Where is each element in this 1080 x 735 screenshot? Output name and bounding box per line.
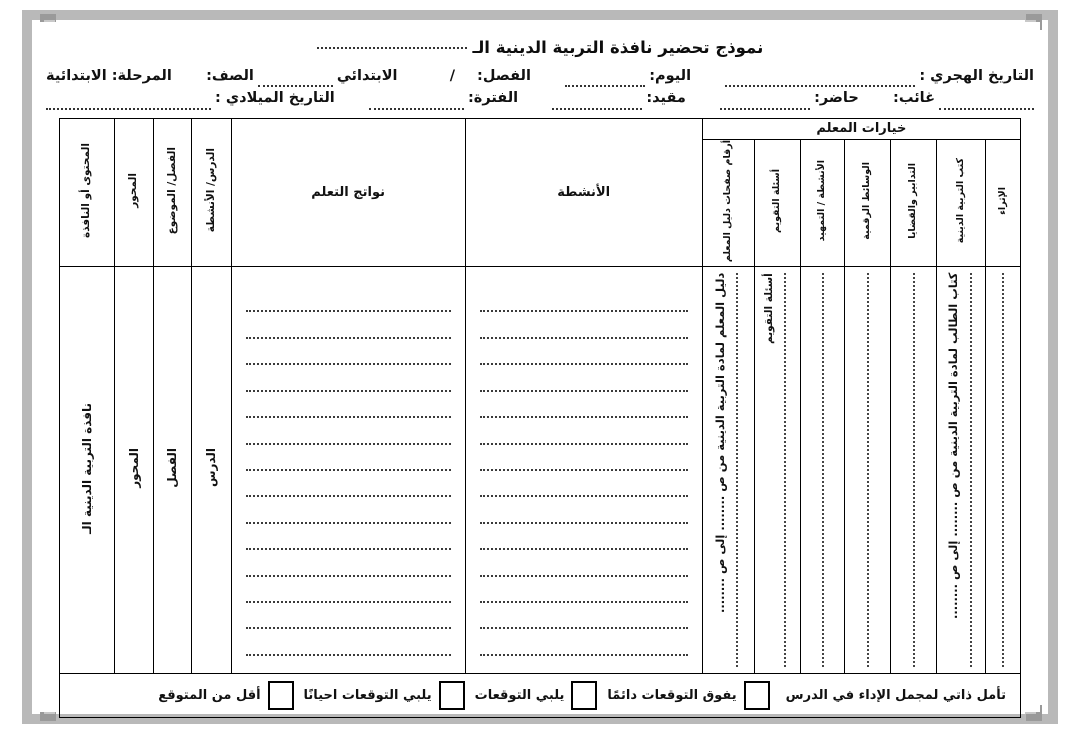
meta-row-1 — [46, 65, 1034, 87]
field-enrolled[interactable] — [552, 87, 686, 109]
title-fill-line — [317, 47, 467, 49]
writing-line[interactable] — [480, 339, 688, 365]
cell-learning-outcomes[interactable] — [231, 267, 465, 674]
table-body-row — [60, 267, 1021, 674]
absent-label: غائب: — [893, 90, 935, 107]
column-header-learning-outcomes: نواتج التعلم — [231, 118, 465, 266]
table-group-header-row — [60, 118, 1021, 139]
writing-line[interactable] — [246, 629, 451, 655]
cell-measures-issues[interactable] — [891, 267, 937, 674]
field-hijri-date[interactable] — [725, 65, 1034, 87]
column-header-assessment-questions — [754, 139, 800, 266]
lesson-plan-table — [59, 118, 1021, 674]
field-stage — [46, 65, 172, 87]
field-period[interactable] — [369, 87, 518, 109]
reflection-option-meets[interactable] — [475, 681, 598, 710]
teacher-options-group-header: خيارات المعلم — [702, 118, 1020, 139]
grade-label: الصف: — [206, 68, 254, 84]
gregorian-date-label: التاريخ الميلادي : — [215, 90, 335, 107]
cell-axis[interactable] — [115, 267, 153, 674]
form-meta — [40, 65, 1040, 110]
writing-line[interactable] — [246, 577, 451, 603]
reflection-option-meets-sometimes-label: يلبي التوقعات احيانًا — [303, 688, 432, 703]
writing-line[interactable] — [246, 418, 451, 444]
reflection-option-below[interactable] — [158, 681, 293, 710]
cell-content-window-text: نافذة التربية الدينية الـ — [80, 402, 95, 534]
column-header-chapter-topic-text: الفصل/ الموضوع — [165, 146, 178, 235]
column-header-teacher-guide-pages-text: أرقام صفحات دليل المعلم — [722, 139, 734, 262]
column-header-activities-intro — [800, 139, 845, 266]
column-header-lesson-activities-text: الدرس/ الأنشطة — [204, 148, 217, 233]
writing-line[interactable] — [480, 497, 688, 523]
day-input[interactable] — [565, 73, 645, 87]
cell-chapter-topic-text: الفصل — [165, 448, 180, 488]
field-present[interactable] — [720, 87, 859, 109]
writing-line[interactable] — [246, 524, 451, 550]
grade-suffix: الابتدائي — [336, 68, 398, 84]
column-header-content-window-text: المحتوى أو النافذة — [80, 142, 93, 238]
writing-line[interactable] — [246, 550, 451, 576]
enrolled-label: مقيد: — [646, 90, 686, 107]
writing-line[interactable] — [246, 312, 451, 338]
reflection-option-meets-label: يلبي التوقعات — [474, 688, 565, 703]
reflection-option-exceeds-always-label: يفوق التوقعات دائمًا — [607, 688, 737, 703]
learning-outcomes-writing-lines[interactable] — [232, 276, 465, 664]
writing-line[interactable] — [246, 286, 451, 312]
cell-lesson-activities[interactable] — [192, 267, 232, 674]
hijri-date-input[interactable] — [725, 73, 915, 87]
writing-line[interactable] — [480, 629, 688, 655]
column-header-measures-issues-text: التدابير والقضايا — [907, 163, 919, 239]
cell-chapter-topic[interactable] — [153, 267, 191, 674]
stage-label: المرحلة: الابتدائية — [46, 68, 172, 84]
field-day[interactable] — [565, 65, 691, 87]
cell-activities[interactable] — [465, 267, 702, 674]
scan-frame-top — [22, 10, 1058, 20]
writing-line[interactable] — [480, 418, 688, 444]
self-reflection-row — [59, 674, 1021, 718]
column-header-digital-media — [845, 139, 891, 266]
day-label: اليوم: — [649, 68, 692, 84]
cell-religion-books[interactable] — [936, 267, 985, 674]
cell-digital-media[interactable] — [845, 267, 891, 674]
enrolled-input[interactable] — [552, 96, 642, 110]
writing-line[interactable] — [246, 445, 451, 471]
column-header-measures-issues — [891, 139, 937, 266]
field-term[interactable] — [432, 65, 531, 87]
column-header-lesson-activities — [192, 118, 232, 266]
page-title — [40, 38, 1040, 57]
writing-line[interactable] — [246, 392, 451, 418]
field-gregorian-date[interactable] — [46, 87, 335, 109]
column-header-activities-intro-text: الأنشطة / التمهيد — [816, 160, 828, 242]
writing-line[interactable] — [480, 471, 688, 497]
column-header-chapter-topic — [153, 118, 191, 266]
grade-input[interactable] — [258, 73, 333, 87]
field-grade[interactable] — [206, 65, 397, 87]
column-header-activities: الأنشطة — [465, 118, 702, 266]
hijri-date-label: التاريخ الهجري : — [919, 68, 1034, 84]
writing-line[interactable] — [480, 312, 688, 338]
cell-enrichment[interactable] — [985, 267, 1020, 674]
cell-content-window[interactable] — [60, 267, 115, 674]
writing-line[interactable] — [480, 445, 688, 471]
reflection-option-exceeds-always[interactable] — [607, 681, 769, 710]
self-reflection-title: تأمل ذاتي لمجمل الإداء في الدرس — [785, 688, 1006, 703]
gregorian-date-input[interactable] — [46, 96, 211, 110]
column-header-enrichment-text: الإثراء — [996, 187, 1008, 215]
column-header-digital-media-text: الوسائط الرقمية — [861, 162, 873, 240]
page-title-text: نموذج تحضير نافذة التربية الدينية الـ — [472, 38, 764, 57]
scan-frame-left — [22, 10, 32, 724]
cell-lesson-activities-text: الدرس — [204, 448, 219, 488]
writing-line[interactable] — [246, 339, 451, 365]
cell-teacher-guide-pages[interactable] — [702, 267, 754, 674]
checkbox-meets-sometimes[interactable] — [439, 681, 465, 710]
column-header-content-window — [60, 118, 115, 266]
cell-activities-intro[interactable] — [800, 267, 845, 674]
writing-line[interactable] — [246, 471, 451, 497]
column-header-religion-books — [936, 139, 985, 266]
column-header-enrichment — [985, 139, 1020, 266]
cell-religion-books-text: كتاب الطالب لمادة التربية الدينية من ص ........ إلى ص ........ — [946, 273, 961, 620]
column-header-assessment-questions-text: أسئلة التقويم — [770, 169, 782, 233]
writing-line[interactable] — [480, 524, 688, 550]
cell-teacher-guide-pages-text: دليل المعلم لمادة التربية الدينية من ص ........ إلى ص ........ — [712, 273, 727, 614]
present-label: حاضر: — [814, 90, 859, 107]
field-absent[interactable] — [893, 87, 1034, 109]
form-sheet — [40, 22, 1040, 712]
cell-assessment-questions-text: أسئلة التقويم — [762, 273, 775, 344]
scan-frame-right — [1048, 10, 1058, 724]
term-label: الفصل: — [477, 68, 531, 84]
present-input[interactable] — [720, 96, 810, 110]
term-value: / — [449, 68, 456, 84]
period-label: الفترة: — [467, 90, 519, 107]
reflection-option-meets-sometimes[interactable] — [304, 681, 465, 710]
meta-row-2 — [46, 87, 1034, 109]
cell-axis-text: المحور — [126, 448, 141, 488]
checkbox-meets[interactable] — [571, 681, 597, 710]
writing-line[interactable] — [246, 497, 451, 523]
writing-line[interactable] — [480, 603, 688, 629]
writing-line[interactable] — [480, 550, 688, 576]
writing-line[interactable] — [480, 392, 688, 418]
writing-line[interactable] — [480, 577, 688, 603]
checkbox-below[interactable] — [268, 681, 294, 710]
column-header-religion-books-text: كتب التربية الدينية — [954, 158, 966, 244]
column-header-teacher-guide-pages — [702, 139, 754, 266]
writing-line[interactable] — [480, 286, 688, 312]
column-header-axis — [115, 118, 153, 266]
activities-writing-lines[interactable] — [466, 276, 702, 664]
checkbox-exceeds-always[interactable] — [744, 681, 770, 710]
writing-line[interactable] — [480, 365, 688, 391]
column-header-axis-text: المحور — [127, 173, 140, 208]
period-input[interactable] — [369, 96, 464, 110]
writing-line[interactable] — [246, 365, 451, 391]
cell-assessment-questions[interactable] — [754, 267, 800, 674]
reflection-option-below-label: أقل من المتوقع — [158, 688, 261, 703]
writing-line[interactable] — [246, 603, 451, 629]
absent-input[interactable] — [939, 96, 1034, 110]
